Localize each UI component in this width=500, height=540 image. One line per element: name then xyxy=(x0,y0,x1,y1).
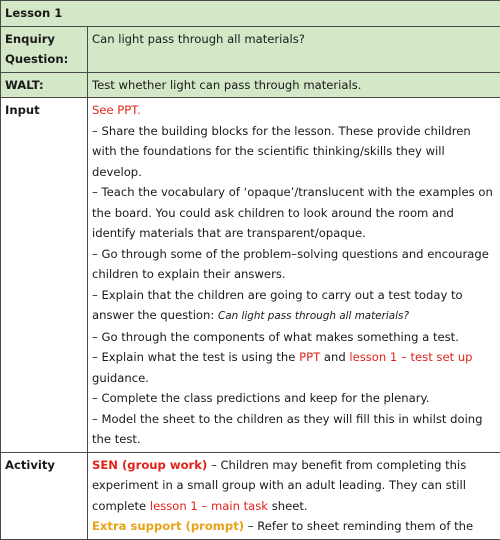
walt-row xyxy=(1,72,500,98)
enquiry-question: Can light pass through all materials? xyxy=(88,26,500,72)
input-point-7: – Complete the class predictions and keep for the plenary. xyxy=(92,388,495,409)
sen-end: sheet. xyxy=(268,499,308,513)
input-point-3: – Go through some of the problem–solving questions and encourage children to explain their answers. xyxy=(92,244,495,285)
walt-text: Test whether light can pass through materials. xyxy=(88,72,500,98)
input-content xyxy=(88,98,500,453)
input-row xyxy=(1,98,500,453)
extra-support-text: – Refer to sheet reminding them of the xyxy=(244,519,473,533)
lesson-title-row xyxy=(1,1,500,27)
activity-content xyxy=(88,452,500,539)
activity-row xyxy=(1,452,500,539)
sen-paragraph xyxy=(92,455,495,517)
input-point-6-and: and xyxy=(320,350,349,364)
main-task-link[interactable]: lesson 1 – main task xyxy=(150,499,268,513)
input-point-4-question: Can light pass through all materials? xyxy=(218,310,409,322)
input-label: Input xyxy=(1,98,88,453)
see-ppt-link[interactable]: See PPT. xyxy=(92,100,495,121)
input-point-1: – Share the building blocks for the lesson. These provide children with the foundations for the scientific thinking/skills they will develop. xyxy=(92,121,495,183)
enquiry-label: Enquiry Question: xyxy=(1,26,88,72)
extra-support-label: Extra support (prompt) xyxy=(92,519,244,533)
input-point-8: – Model the sheet to the children as they will fill this in whilst doing the test. xyxy=(92,409,495,450)
input-point-2: – Teach the vocabulary of ‘opaque’/translucent with the examples on the board. You could ask children to look around the room and identify materials that are transparent/opaque. xyxy=(92,182,495,244)
input-point-5: – Go through the components of what makes something a test. xyxy=(92,327,495,348)
activity-label: Activity xyxy=(1,452,88,539)
extra-support-paragraph xyxy=(92,516,495,537)
input-point-6-end: guidance. xyxy=(92,371,149,385)
input-point-4-text: – Explain that the children are going to carry out a test today to answer the question: xyxy=(92,288,463,323)
test-set-up-link[interactable]: lesson 1 – test set up xyxy=(349,350,472,364)
walt-label: WALT: xyxy=(1,72,88,98)
input-point-6 xyxy=(92,347,495,388)
input-point-4 xyxy=(92,285,495,327)
input-point-6-text: – Explain what the test is using the xyxy=(92,350,299,364)
ppt-link[interactable]: PPT xyxy=(299,350,320,364)
lesson-title: Lesson 1 xyxy=(1,1,500,27)
enquiry-row xyxy=(1,26,500,72)
sen-label: SEN (group work) xyxy=(92,458,207,472)
sen-text: – Children may benefit from completing this experiment in a small group with an adult leading. They can still complete xyxy=(92,458,466,513)
